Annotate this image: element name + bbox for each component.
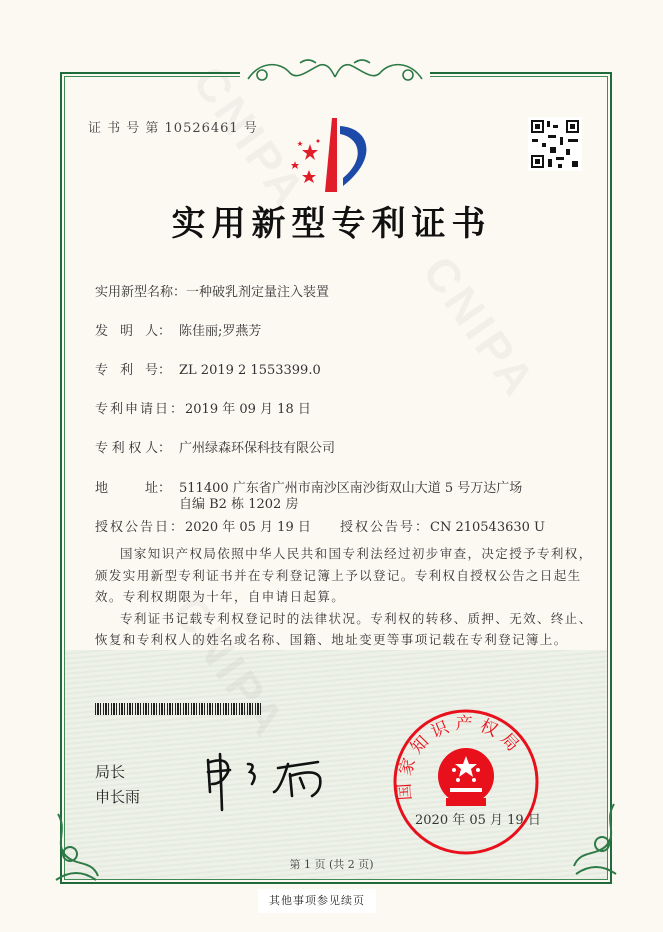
page-indicator: 第 1 页 (共 2 页): [289, 858, 374, 871]
official-seal-icon: [392, 708, 540, 856]
field-label: 专 利 权 人：: [95, 441, 171, 456]
chief-name: 申长雨: [95, 788, 141, 806]
field-value: ZL 2019 2 1553399.0: [179, 363, 321, 378]
ornament-top-icon: [240, 55, 430, 87]
field-label: 实用新型名称：: [95, 285, 187, 300]
signature-icon: [200, 750, 345, 815]
seal-date: 2020 年 05 月 19 日: [415, 813, 541, 828]
ornament-corner-left-icon: [52, 810, 112, 886]
field-value: 511400 广东省广州市南沙区南沙街双山大道 5 号万达广场: [179, 481, 523, 496]
field-grant-number: [340, 516, 545, 535]
field-value: 2019 年 09 月 18 日: [185, 402, 311, 417]
field-label: 地 址：: [95, 481, 171, 496]
field-label: 授权公告号：: [340, 520, 431, 535]
field-address-line2: 自编 B2 栋 1202 房: [179, 497, 299, 512]
field-value: 一种破乳剂定量注入装置: [186, 285, 330, 300]
continuation-note: 其他事项参见续页: [258, 889, 376, 913]
legal-statement: [95, 543, 600, 651]
field-utility-model-name: [95, 281, 329, 300]
field-patent-number: [95, 359, 321, 378]
field-filing-date: [95, 398, 311, 417]
field-patentee: [95, 437, 335, 456]
chief-title: 局长: [95, 763, 126, 781]
field-value: CN 210543630 U: [430, 520, 545, 535]
seal-text: 国家知识产权局: [394, 714, 527, 801]
ornament-corner-right-icon: [560, 800, 620, 886]
field-address: [95, 477, 522, 496]
page-title: 实用新型专利证书: [171, 204, 492, 244]
field-grant-date: [95, 516, 311, 535]
barcode-icon: [95, 703, 263, 715]
field-label: 授权公告日：: [95, 520, 186, 535]
paragraph: 专利证书记载专利权登记时的法律状况。专利权的转移、质押、无效、终止、恢复和专利权人的姓名或名称、国籍、地址变更等事项记载在专利登记簿上。: [95, 610, 593, 647]
field-label: 专 利 号：: [95, 363, 171, 378]
field-label: 专利申请日：: [95, 402, 186, 417]
field-value: 广州绿森环保科技有限公司: [179, 441, 336, 456]
field-value: 2020 年 05 月 19 日: [185, 520, 311, 535]
cnipa-logo-icon: [285, 116, 380, 196]
certificate-number: 证 书 号 第 10526461 号: [88, 121, 258, 136]
field-label: 发 明 人：: [95, 324, 171, 339]
field-value: 陈佳丽;罗燕芳: [179, 324, 262, 339]
paragraph: 国家知识产权局依照中华人民共和国专利法经过初步审查，决定授予专利权，颁发实用新型专利证书并在专利登记簿上予以登记。专利权自授权公告之日起生效。专利权期限为十年，自申请日起算。: [95, 546, 593, 604]
field-inventor: [95, 320, 261, 339]
qr-code-icon[interactable]: [528, 117, 582, 171]
